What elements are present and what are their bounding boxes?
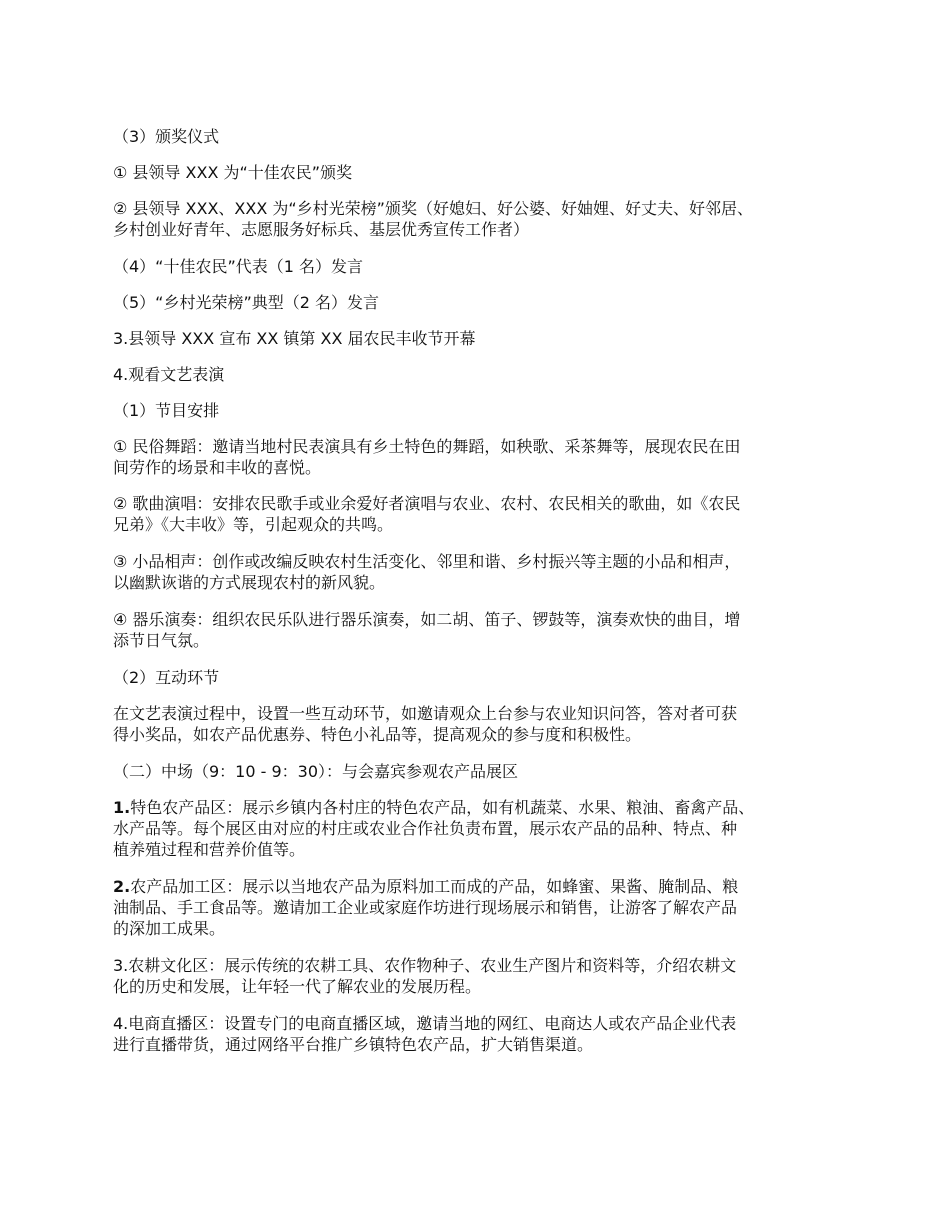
list-item-folk-dance: ① 民俗舞蹈：邀请当地村民表演具有乡土特色的舞蹈，如秧歌、采茶舞等，展现农民在田 间劳作的场景和丰收的喜悦。 <box>113 437 741 477</box>
item-farming-culture: 3.农耕文化区：展示传统的农耕工具、农作物种子、农业生产图片和资料等，介绍农耕文 化的历史和发展，让年轻一代了解农业的发展历程。 <box>113 956 737 996</box>
heading-interaction: （2）互动环节 <box>113 668 220 687</box>
list-item-honor-roll-award: ② 县领导 XXX、XXX 为“乡村光荣榜”颁奖（好媳妇、好公婆、好妯娌、好丈夫、好邻居、 乡村创业好青年、志愿服务好标兵、基层优秀宣传工作者） <box>113 199 753 239</box>
item-specialty-products <box>113 797 843 860</box>
heading-award-ceremony: （3）颁奖仪式 <box>113 127 220 146</box>
list-item-instrumental: ④ 器乐演奏：组织农民乐队进行器乐演奏，如二胡、笛子、锣鼓等，演奏欢快的曲目，增 添节日气氛。 <box>113 610 741 650</box>
item-processing-area <box>113 876 843 939</box>
item-text: 特色农产品区：展示乡镇内各村庄的特色农产品，如有机蔬菜、水果、粮油、畜禽产品、 水产品等。每个展区由对应的村庄或农业合作社负责布置，展示农产品的品种、特点、种 植养殖过程和营养价值等。 <box>113 798 755 859</box>
item-ecommerce-live: 4.电商直播区：设置专门的电商直播区域，邀请当地的网红、电商达人或农产品企业代表 进行直播带货，通过网络平台推广乡镇特色农产品，扩大销售渠道。 <box>113 1014 737 1054</box>
item-text: 农产品加工区：展示以当地农产品为原料加工而成的产品，如蜂蜜、果酱、腌制品、粮 油制品、手工食品等。邀请加工企业或家庭作坊进行现场展示和销售，让游客了解农产品 的深加工成果。 <box>113 877 739 938</box>
heading-midfield: （二）中场（9：10 - 9：30）：与会嘉宾参观农产品展区 <box>113 762 519 781</box>
paragraph-interaction: 在文艺表演过程中，设置一些互动环节，如邀请观众上台参与农业知识问答，答对者可获 得小奖品，如农产品优惠券、特色小礼品等，提高观众的参与度和积极性。 <box>113 704 738 744</box>
heading-program-schedule: （1）节目安排 <box>113 401 220 420</box>
heading-ten-farmers-speech: （4）“十佳农民”代表（1 名）发言 <box>113 257 364 276</box>
item-number: 1. <box>113 798 131 817</box>
list-item-skit-crosstalk: ③ 小品相声：创作或改编反映农村生活变化、邻里和谐、乡村振兴等主题的小品和相声， 以幽默诙谐的方式展现农村的新风貌。 <box>113 552 741 592</box>
item-watch-performance: 4.观看文艺表演 <box>113 365 225 384</box>
heading-honor-roll-speech: （5）“乡村光荣榜”典型（2 名）发言 <box>113 293 380 312</box>
list-item-ten-farmers-award: ① 县领导 XXX 为“十佳农民”颁奖 <box>113 163 353 182</box>
list-item-singing: ② 歌曲演唱：安排农民歌手或业余爱好者演唱与农业、农村、农民相关的歌曲，如《农民 兄弟》《大丰收》等，引起观众的共鸣。 <box>113 494 741 534</box>
item-festival-opening: 3.县领导 XXX 宣布 XX 镇第 XX 届农民丰收节开幕 <box>113 329 476 348</box>
item-number: 2. <box>113 877 131 896</box>
